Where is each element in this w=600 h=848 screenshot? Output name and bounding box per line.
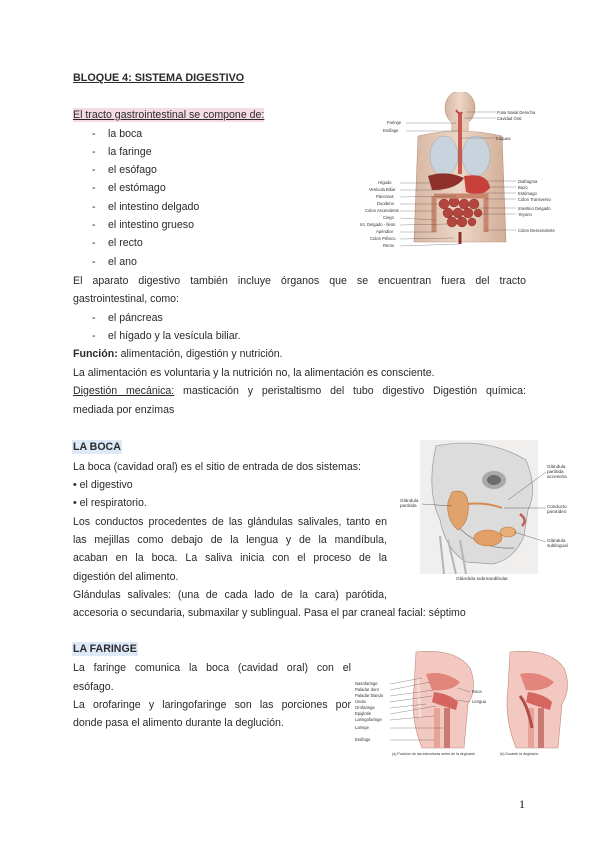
- mecanica-text: masticación y peristaltismo del tubo digestivo Digestión química:: [174, 385, 526, 397]
- voluntaria-line: La alimentación es voluntaria y la nutrición no, la alimentación es consciente.: [73, 367, 435, 379]
- pharynx-label: Úvula: [355, 699, 366, 704]
- figure-caption: Glándula submandibular: [456, 577, 508, 582]
- torso-label: Bazo: [518, 185, 528, 190]
- figure-caption: (a) Posición de las estructuras antes de la deglución: [392, 752, 476, 756]
- torso-label: Duodeno: [377, 201, 394, 206]
- torso-label: Fosa Nasal Derecha: [497, 110, 536, 115]
- torso-label: Colon Descendente: [518, 228, 555, 233]
- pharynx-label: Boca: [472, 689, 482, 694]
- torso-label: Ciego: [383, 215, 394, 220]
- digestive-system-figure: [356, 92, 555, 252]
- torso-label: Diafragma: [518, 179, 538, 184]
- figure-caption: (b) Durante la deglución: [500, 752, 539, 756]
- outside-organs-text-2: gastrointestinal, como:: [73, 293, 179, 305]
- faringe-line: La orofaringe y laringofaringe son las porciones por: [73, 699, 351, 711]
- pharynx-label: Laringe: [355, 725, 369, 730]
- boca-line: Glándulas salivales: (una de cada lado de la cara) parótida,: [73, 589, 387, 601]
- list-bullet: -: [92, 237, 96, 249]
- gland-label: Glándula parótida: [400, 498, 419, 508]
- torso-label: Recto: [383, 243, 394, 248]
- boca-line: accesoria o secundaria, submaxilar y sublingual. Pasa el par craneal facial: séptimo: [73, 607, 466, 619]
- outside-organs-text: El aparato digestivo también incluye órganos que se encuentran fuera del tracto: [73, 275, 526, 287]
- list-bullet: -: [92, 330, 96, 342]
- list-item: el páncreas: [108, 312, 163, 324]
- boca-line: las mejillas como debajo de la lengua y de la mandíbula,: [73, 534, 387, 546]
- pharynx-illustration: [360, 648, 578, 760]
- page-title: BLOQUE 4: SISTEMA DIGESTIVO: [73, 72, 245, 84]
- torso-label: Páncreas: [376, 194, 394, 199]
- list-item: el intestino grueso: [108, 219, 194, 231]
- pharynx-label: Lengua: [472, 699, 486, 704]
- mecanica-line-2: mediada por enzimas: [73, 404, 175, 416]
- pharynx-label: Orofaringe: [355, 705, 375, 710]
- gland-label: Conducto parotídeo: [547, 504, 567, 514]
- list-item: el recto: [108, 237, 143, 249]
- list-bullet: -: [92, 219, 96, 231]
- list-bullet: -: [92, 312, 96, 324]
- torso-label: Esófago: [383, 128, 399, 133]
- boca-line: Los conductos procedentes de las glándulas salivales, tanto en: [73, 516, 387, 528]
- funcion-label: Función:: [73, 348, 118, 360]
- faringe-line: esófago.: [73, 681, 114, 693]
- torso-label: Estómago: [518, 191, 537, 196]
- boca-line: La boca (cavidad oral) es el sitio de entrada de dos sistemas:: [73, 461, 361, 473]
- list-item: el esófago: [108, 164, 157, 176]
- torso-label: Hígado: [378, 180, 392, 185]
- list-item: la faringe: [108, 146, 152, 158]
- boca-line: acaban en la boca. La saliva inicia con el proceso de la: [73, 552, 387, 564]
- boca-line: • el digestivo: [73, 479, 133, 491]
- pharynx-label: Epiglotis: [355, 711, 371, 716]
- list-bullet: -: [92, 146, 96, 158]
- boca-line: digestión del alimento.: [73, 571, 179, 583]
- list-bullet: -: [92, 201, 96, 213]
- torso-label: Colon Transverso: [518, 197, 551, 202]
- torso-label: Vesícula Biliar: [369, 187, 396, 192]
- faringe-line: La faringe comunica la boca (cavidad oral) con el: [73, 662, 351, 674]
- page-number: 1: [519, 797, 525, 811]
- pharynx-label: Nasofaringe: [355, 681, 378, 686]
- torso-label: Colon Pélvico: [370, 236, 396, 241]
- list-item: el intestino delgado: [108, 201, 200, 213]
- torso-label: Int. Delgado - Íleon: [360, 222, 396, 227]
- pharynx-label: Paladar blando: [355, 693, 384, 698]
- torso-label: Faringe: [387, 120, 402, 125]
- gland-label: Glándula parótida accesoria: [547, 464, 567, 479]
- faringe-heading: LA FARINGE: [73, 643, 137, 655]
- list-bullet: -: [92, 182, 96, 194]
- boca-line: • el respiratorio.: [73, 497, 147, 509]
- torso-label: Tráquea: [495, 136, 511, 141]
- mecanica-label: Digestión mecánica:: [73, 385, 175, 397]
- intro-heading: El tracto gastrointestinal se compone de:: [73, 109, 265, 121]
- mecanica-line: [73, 384, 526, 398]
- list-item: el ano: [108, 256, 137, 268]
- torso-label: Apéndice: [376, 229, 394, 234]
- list-item: el hígado y la vesícula biliar.: [108, 330, 241, 342]
- list-bullet: -: [92, 256, 96, 268]
- torso-label: Intestino Delgado: [518, 206, 551, 211]
- pharynx-label: Paladar duro: [355, 687, 379, 692]
- pharynx-label: Laringofaringe: [355, 717, 382, 722]
- torso-label: Colon Ascendente: [365, 208, 399, 213]
- torso-label: Yeyuno: [518, 212, 532, 217]
- list-bullet: -: [92, 164, 96, 176]
- list-item: el estómago: [108, 182, 166, 194]
- list-bullet: -: [92, 128, 96, 140]
- faringe-line: donde pasa el alimento durante la deglución.: [73, 717, 284, 729]
- pharynx-figure: [355, 648, 578, 760]
- pharynx-label: Esófago: [355, 737, 371, 742]
- funcion-line: [73, 347, 283, 361]
- boca-heading: LA BOCA: [73, 441, 121, 453]
- salivary-glands-figure: [396, 440, 574, 586]
- list-item: la boca: [108, 128, 143, 140]
- torso-label: Cavidad Oral: [497, 116, 522, 121]
- gland-label: Glándula sublingual: [547, 538, 568, 548]
- funcion-text: alimentación, digestión y nutrición.: [117, 348, 283, 360]
